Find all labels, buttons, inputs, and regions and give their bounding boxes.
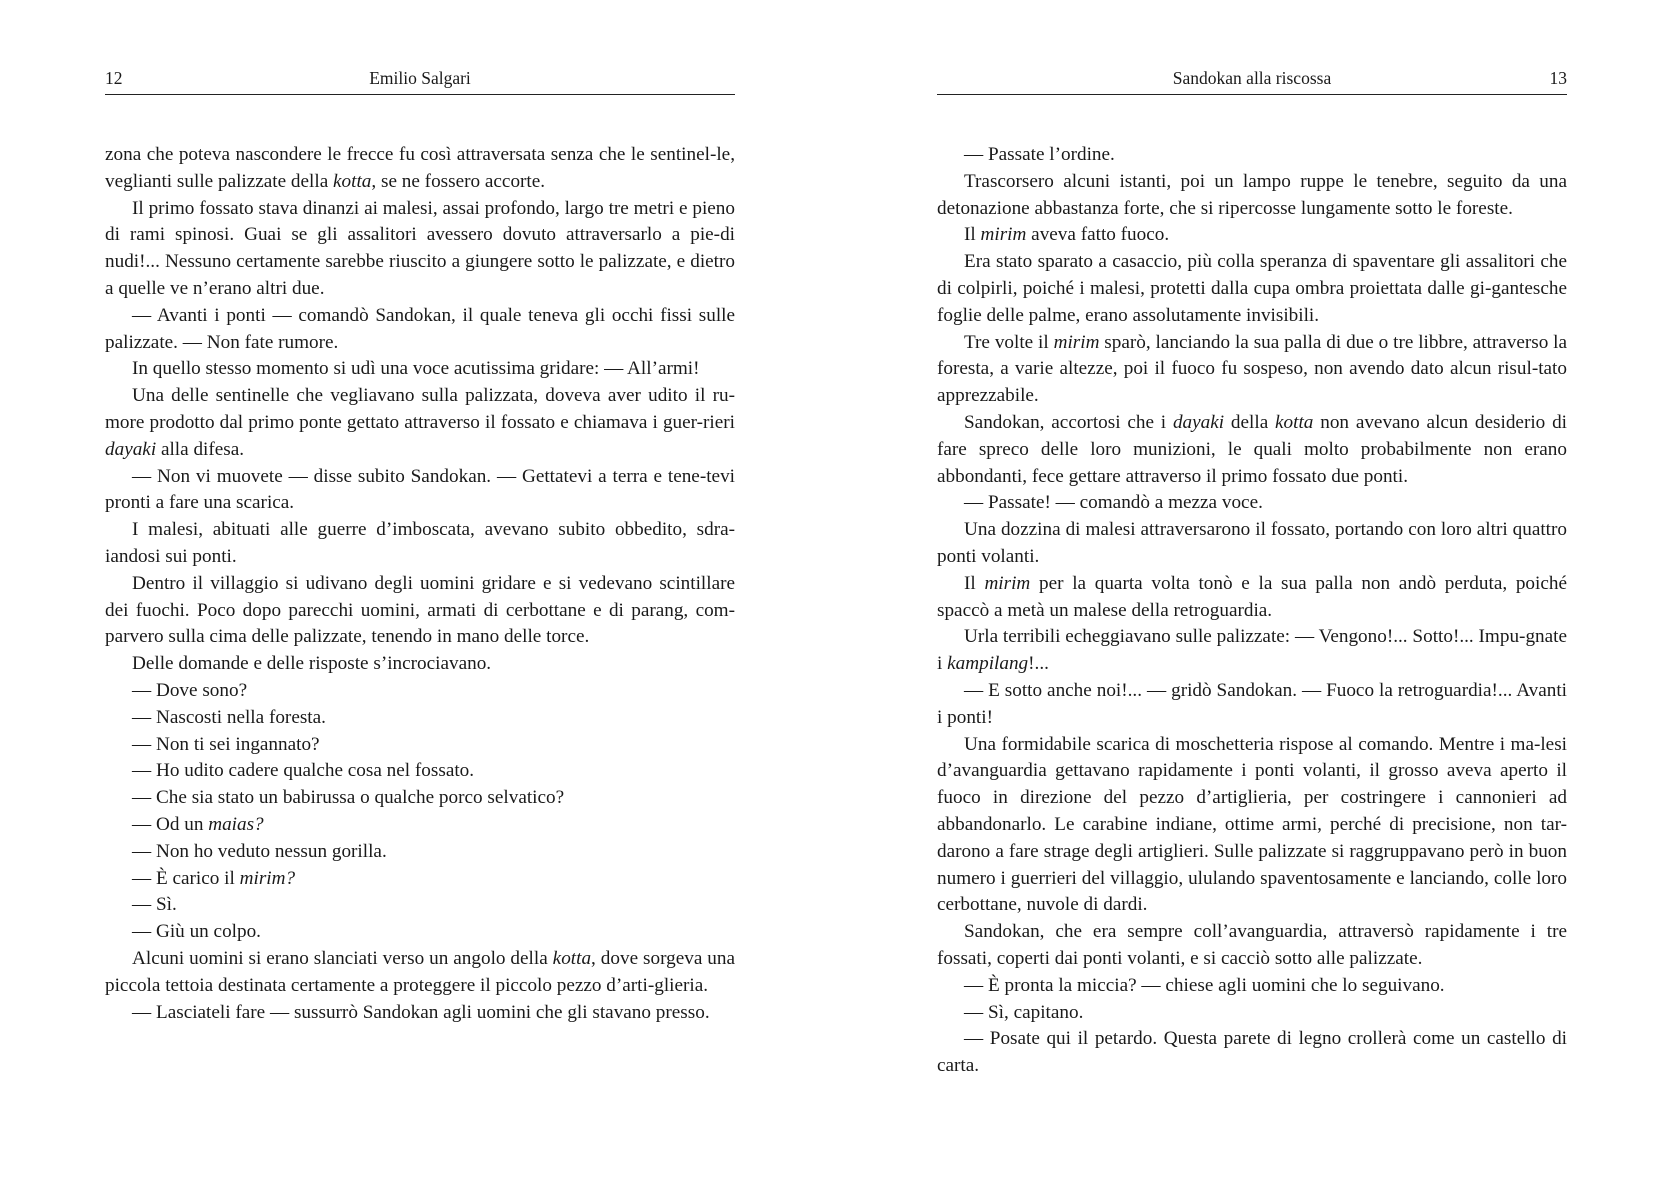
text-run: , dove sorgeva una piccola tettoia destinata certamente a proteggere il piccolo pezzo d’arti-glieria. [105, 947, 735, 996]
text-run: — Avanti i ponti — comandò Sandokan, il quale teneva gli occhi fissi sulle palizzate. — Non fate rumore. [105, 304, 735, 353]
paragraph [105, 142, 735, 196]
text-run: Tre volte il [964, 331, 1054, 353]
text-run: della [1224, 411, 1276, 433]
text-run: — È carico il [132, 867, 240, 889]
text-run: — Dove sono? [132, 679, 248, 701]
text-run: Il [964, 224, 981, 246]
paragraph [105, 196, 735, 303]
text-run: aveva fatto fuoco. [1026, 224, 1170, 246]
italic-run: kotta [1275, 411, 1314, 433]
text-run: zona che poteva nascondere le frecce fu così attraversata senza che le sentinel-le, veglianti sulle palizzate della [105, 144, 735, 192]
italic-run: mirim [984, 572, 1031, 594]
text-run: Dentro il villaggio si udivano degli uomini gridare e si vedevano scintillare dei fuochi. Poco dopo parecchi uomini, armati di cerbottane e di parang, com-parvero sulla cima delle palizzate, tenendo in mano delle torce. [105, 572, 735, 648]
text-run: , se ne fossero accorte. [371, 170, 546, 192]
paragraph [105, 892, 735, 919]
text-run: Sandokan, accortosi che i [964, 411, 1173, 433]
right-running-head [937, 64, 1567, 95]
italic-run: dayaki [1172, 411, 1225, 433]
text-run: Il [964, 572, 985, 594]
paragraph [937, 517, 1567, 571]
text-run: — È pronta la miccia? — chiese agli uomini che lo seguivano. [964, 974, 1445, 996]
paragraph [105, 946, 735, 1000]
text-run: — Sì, capitano. [964, 1001, 1084, 1023]
text-run: Una dozzina di malesi attraversarono il fossato, portando con loro altri quattro ponti volanti. [937, 519, 1567, 567]
text-run: Il primo fossato stava dinanzi ai malesi, assai profondo, largo tre metri e pieno di rami spinosi. Guai se gli assalitori avessero dovuto attraversarlo a pie-di nudi!... Nessuno certamente sarebbe riuscito a giungere sotto le palizzate, e dietro a quelle ve n’erano altri due. [105, 197, 735, 299]
paragraph [105, 785, 735, 812]
text-run: — Non ti sei ingannato? [132, 733, 320, 755]
paragraph [937, 919, 1567, 973]
text-run: — E sotto anche noi!... — gridò Sandokan. — Fuoco la retroguardia!... Avanti i ponti! [937, 679, 1567, 728]
text-run: — Posate qui il petardo. Questa parete di legno crollerà come un castello di carta. [937, 1028, 1567, 1077]
italic-run: mirim [1053, 331, 1100, 353]
right-body-text [937, 142, 1567, 1080]
text-run: — Od un [132, 813, 209, 835]
text-run: I malesi, abituati alle guerre d’imboscata, avevano subito obbedito, sdra-iandosi sui ponti. [105, 519, 735, 567]
italic-run: kampilang [947, 653, 1029, 675]
paragraph [937, 222, 1567, 249]
text-run: — Che sia stato un babirussa o qualche porco selvatico? [132, 787, 565, 809]
italic-run: dayaki [105, 438, 157, 460]
text-run: Alcuni uomini si erano slanciati verso un angolo della [132, 947, 553, 969]
paragraph [105, 383, 735, 463]
left-page-number: 12 [105, 68, 123, 88]
left-page [105, 0, 735, 1200]
right-page [937, 0, 1567, 1200]
paragraph [937, 330, 1567, 410]
text-run: — Passate! — comandò a mezza voce. [964, 492, 1263, 514]
right-running-title: Sandokan alla riscossa [1172, 68, 1332, 88]
text-run: non avevano alcun desiderio di fare spreco delle loro munizioni, le quali molto probabilmente non erano abbondanti, fece gettare attraverso il primo fossato due ponti. [937, 411, 1567, 487]
paragraph [105, 812, 735, 839]
paragraph [105, 651, 735, 678]
paragraph [105, 732, 735, 759]
text-run: Una delle sentinelle che vegliavano sulla palizzata, doveva aver udito il ru-more prodotto dal primo ponte gettato attraverso il fossato e chiamava i guer-rieri [105, 385, 735, 433]
left-running-head [105, 64, 735, 95]
paragraph [105, 758, 735, 785]
paragraph [937, 249, 1567, 329]
paragraph [937, 973, 1567, 1000]
paragraph [937, 169, 1567, 223]
paragraph [105, 1000, 735, 1027]
paragraph [937, 624, 1567, 678]
text-run: Trascorsero alcuni istanti, poi un lampo ruppe le tenebre, seguito da una detonazione abbastanza forte, che si ripercosse lungamente sotto le foreste. [937, 170, 1567, 219]
paragraph [937, 1026, 1567, 1080]
paragraph [105, 866, 735, 893]
paragraph [105, 705, 735, 732]
paragraph [105, 839, 735, 866]
text-run: — Non vi muovete — disse subito Sandokan. — Gettatevi a terra e tene-tevi pronti a fare una scarica. [105, 465, 735, 514]
text-run: Delle domande e delle risposte s’incrociavano. [132, 653, 492, 675]
italic-run: maias? [208, 813, 264, 835]
text-run: — Ho udito cadere qualche cosa nel fossato. [132, 760, 475, 782]
paragraph [937, 678, 1567, 732]
text-run: In quello stesso momento si udì una voce acutissima gridare: — All’armi! [132, 358, 700, 380]
italic-run: mirim? [239, 867, 296, 889]
paragraph [105, 919, 735, 946]
paragraph [105, 517, 735, 571]
paragraph [937, 410, 1567, 490]
paragraph [105, 571, 735, 651]
left-body-text [105, 142, 735, 1026]
right-page-number: 13 [1549, 68, 1567, 88]
text-run: sparò, lanciando la sua palla di due o tre libbre, attraverso la foresta, a varie altezze, poi il fuoco fu sospeso, non avendo dato alcun risul-tato apprezzabile. [937, 331, 1567, 407]
paragraph [105, 303, 735, 357]
italic-run: kotta [333, 170, 372, 192]
text-run: Era stato sparato a casaccio, più colla speranza di spaventare gli assalitori che di colpirli, poiché i malesi, protetti dalla cupa ombra proiettata dalle gi-gantesche foglie delle palme, erano assolutamente invisibili. [937, 251, 1567, 326]
paragraph [937, 490, 1567, 517]
text-run: Urla terribili echeggiavano sulle palizzate: — Vengono!... Sotto!... Impu-gnate i [937, 626, 1567, 675]
text-run: — Sì. [132, 894, 177, 916]
text-run: !... [1028, 653, 1049, 675]
paragraph [105, 464, 735, 518]
paragraph [105, 678, 735, 705]
left-running-title: Emilio Salgari [369, 68, 471, 88]
text-run: per la quarta volta tonò e la sua palla non andò perduta, poiché spaccò a metà un malese della retroguardia. [937, 572, 1567, 621]
text-run: alla difesa. [156, 438, 245, 460]
paragraph [937, 142, 1567, 169]
paragraph [937, 732, 1567, 920]
text-run: — Nascosti nella foresta. [132, 706, 326, 728]
text-run: Una formidabile scarica di moschetteria rispose al comando. Mentre i ma-lesi d’avanguardia gettavano rapidamente i ponti volanti, il grosso aveva aperto il fuoco in direzione del pezzo d’artiglieria, per costringere i cannonieri ad abbandonarlo. Le carabine indiane, ottime armi, perché di precisione, non tar-darono a fare strage degli artiglieri. Sulle palizzate si raggruppavano però in buon numero i guerrieri del villaggio, ululando spaventosamente e lanciando, colle loro cerbottane, nuvole di dardi. [937, 733, 1567, 916]
text-run: — Non ho veduto nessun gorilla. [132, 840, 387, 862]
text-run: — Lasciateli fare — sussurrò Sandokan agli uomini che gli stavano presso. [132, 1001, 710, 1023]
italic-run: kotta [552, 947, 592, 969]
text-run: — Passate l’ordine. [964, 144, 1115, 165]
italic-run: mirim [980, 224, 1027, 246]
text-run: Sandokan, che era sempre coll’avanguardia, attraversò rapidamente i tre fossati, coperti dai ponti volanti, e si cacciò sotto alle palizzate. [937, 921, 1567, 969]
paragraph [937, 1000, 1567, 1027]
paragraph [937, 571, 1567, 625]
paragraph [105, 356, 735, 383]
text-run: — Giù un colpo. [132, 921, 261, 943]
